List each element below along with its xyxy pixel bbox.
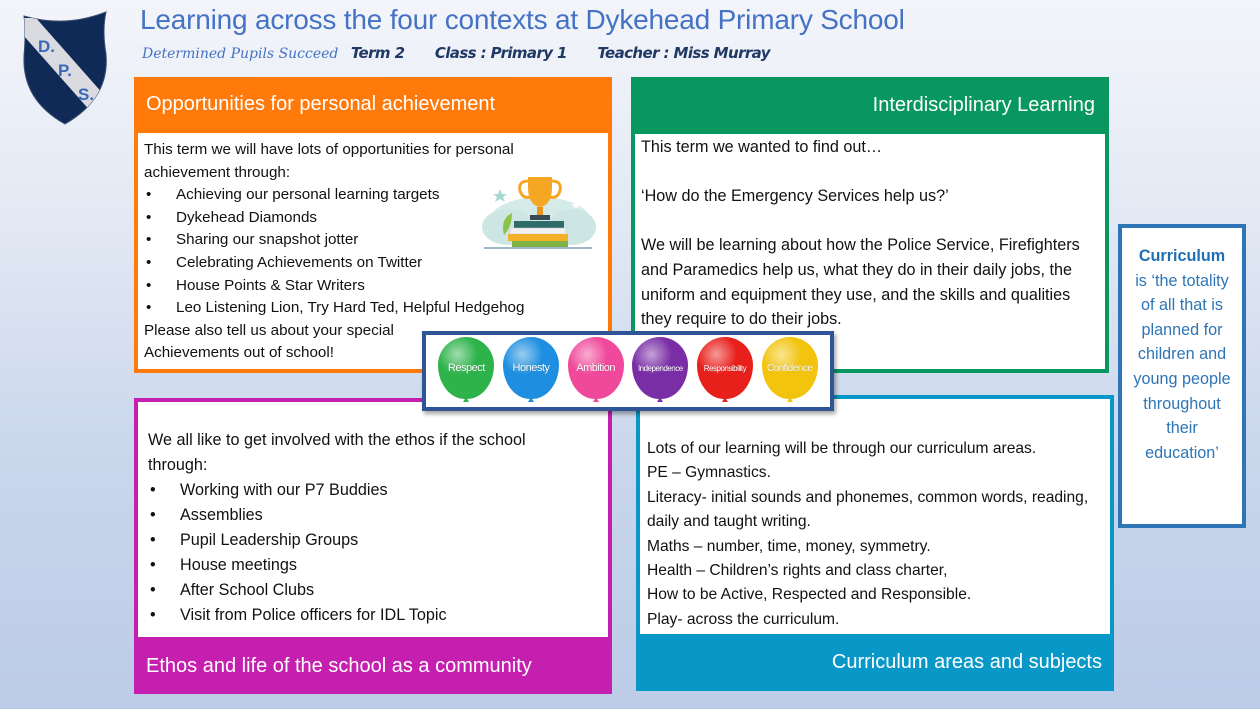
value-balloon-respect bbox=[438, 337, 494, 405]
list-item: • After School Clubs bbox=[148, 578, 602, 603]
school-crest-logo bbox=[18, 10, 112, 126]
curriculum-line: Play- across the curriculum. bbox=[647, 610, 840, 628]
outro-text-line: Please also tell us about your special bbox=[144, 321, 394, 339]
list-item: • Pupil Leadership Groups bbox=[148, 528, 602, 553]
list-item: • Working with our P7 Buddies bbox=[148, 478, 602, 503]
value-balloon-responsibility bbox=[697, 337, 753, 405]
school-motto: Determined Pupils Succeed bbox=[142, 46, 339, 62]
trophy-books-icon bbox=[478, 171, 598, 251]
school-values-banner bbox=[422, 331, 834, 411]
balloon-label: Respect bbox=[447, 362, 485, 374]
value-balloon-ambition bbox=[568, 337, 624, 405]
value-balloon-confidence bbox=[762, 337, 818, 405]
subtitle-line bbox=[142, 44, 796, 63]
quote-text: is ‘the totality of all that is planned for children and young people throughout their education’ bbox=[1133, 271, 1231, 462]
intro-text: This term we will have lots of opportunities for personal achievement through: bbox=[144, 141, 514, 181]
panel-heading: Interdisciplinary Learning bbox=[872, 93, 1095, 116]
personal-achievement-panel bbox=[134, 77, 612, 373]
balloon-label: Honesty bbox=[512, 362, 550, 374]
panel-heading: Opportunities for personal achievement bbox=[146, 92, 496, 115]
list-item: • Achieving our personal learning targets bbox=[144, 184, 602, 207]
panel-body bbox=[138, 402, 608, 637]
balloon-label: Ambition bbox=[576, 362, 616, 374]
curriculum-line: PE – Gymnastics. bbox=[647, 464, 771, 482]
curriculum-definition-box bbox=[1118, 224, 1246, 528]
balloon-label: Responsibility bbox=[703, 363, 747, 373]
teacher-label: Teacher : Miss Murray bbox=[597, 44, 770, 62]
interdisciplinary-learning-panel bbox=[631, 77, 1109, 373]
curriculum-line: How to be Active, Respected and Responsible. bbox=[647, 586, 972, 604]
value-balloon-honesty bbox=[503, 337, 559, 405]
list-item: • Sharing our snapshot jotter bbox=[144, 229, 602, 252]
curriculum-line: Literacy- initial sounds and phonemes, common words, reading, daily and taught writing. bbox=[647, 488, 1089, 531]
idl-paragraph: We will be learning about how the Police Service, Firefighters and Paramedics help us, what they do in their daily jobs, the uniform and equipment they use, and the skills and qualities they require to do their jobs. bbox=[641, 236, 1080, 329]
list-item: • House meetings bbox=[148, 553, 602, 578]
curriculum-line: Health – Children’s rights and class charter, bbox=[647, 562, 948, 580]
idl-question: ‘How do the Emergency Services help us?’ bbox=[641, 187, 949, 206]
ethos-list bbox=[148, 478, 602, 628]
class-label: Class : Primary 1 bbox=[434, 44, 567, 62]
curriculum-line: Lots of our learning will be through our curriculum areas. bbox=[647, 440, 1037, 457]
list-item: • Assemblies bbox=[148, 503, 602, 528]
outro-text-line: Achievements out of school! bbox=[144, 344, 334, 362]
balloon-label: Confidence bbox=[766, 362, 813, 374]
list-item: • Leo Listening Lion, Try Hard Ted, Helpful Hedgehog bbox=[144, 297, 602, 320]
logo-letter-d: D. bbox=[38, 37, 55, 56]
page-title: Learning across the four contexts at Dykehead Primary School bbox=[140, 4, 905, 35]
curriculum-areas-panel bbox=[636, 395, 1114, 691]
list-item: • House Points & Star Writers bbox=[144, 275, 602, 298]
list-item: • Visit from Police officers for IDL Topic bbox=[148, 603, 602, 628]
list-item: • Celebrating Achievements on Twitter bbox=[144, 252, 602, 275]
logo-letter-s: S. bbox=[78, 85, 95, 104]
quote-title: Curriculum bbox=[1138, 247, 1226, 265]
panel-heading: Ethos and life of the school as a community bbox=[146, 654, 532, 677]
logo-letter-p: P. bbox=[58, 61, 72, 80]
value-balloon-independence bbox=[632, 337, 688, 405]
idl-intro: This term we wanted to find out… bbox=[641, 138, 883, 156]
curriculum-line: Maths – number, time, money, symmetry. bbox=[647, 537, 931, 555]
balloon-label: Independence bbox=[637, 363, 683, 373]
term-label: Term 2 bbox=[350, 44, 405, 62]
intro-text: We all like to get involved with the ethos if the school through: bbox=[148, 431, 526, 474]
panel-heading: Curriculum areas and subjects bbox=[831, 651, 1102, 673]
list-item: • Dykehead Diamonds bbox=[144, 207, 602, 230]
ethos-panel bbox=[134, 398, 612, 694]
panel-body bbox=[640, 399, 1110, 634]
